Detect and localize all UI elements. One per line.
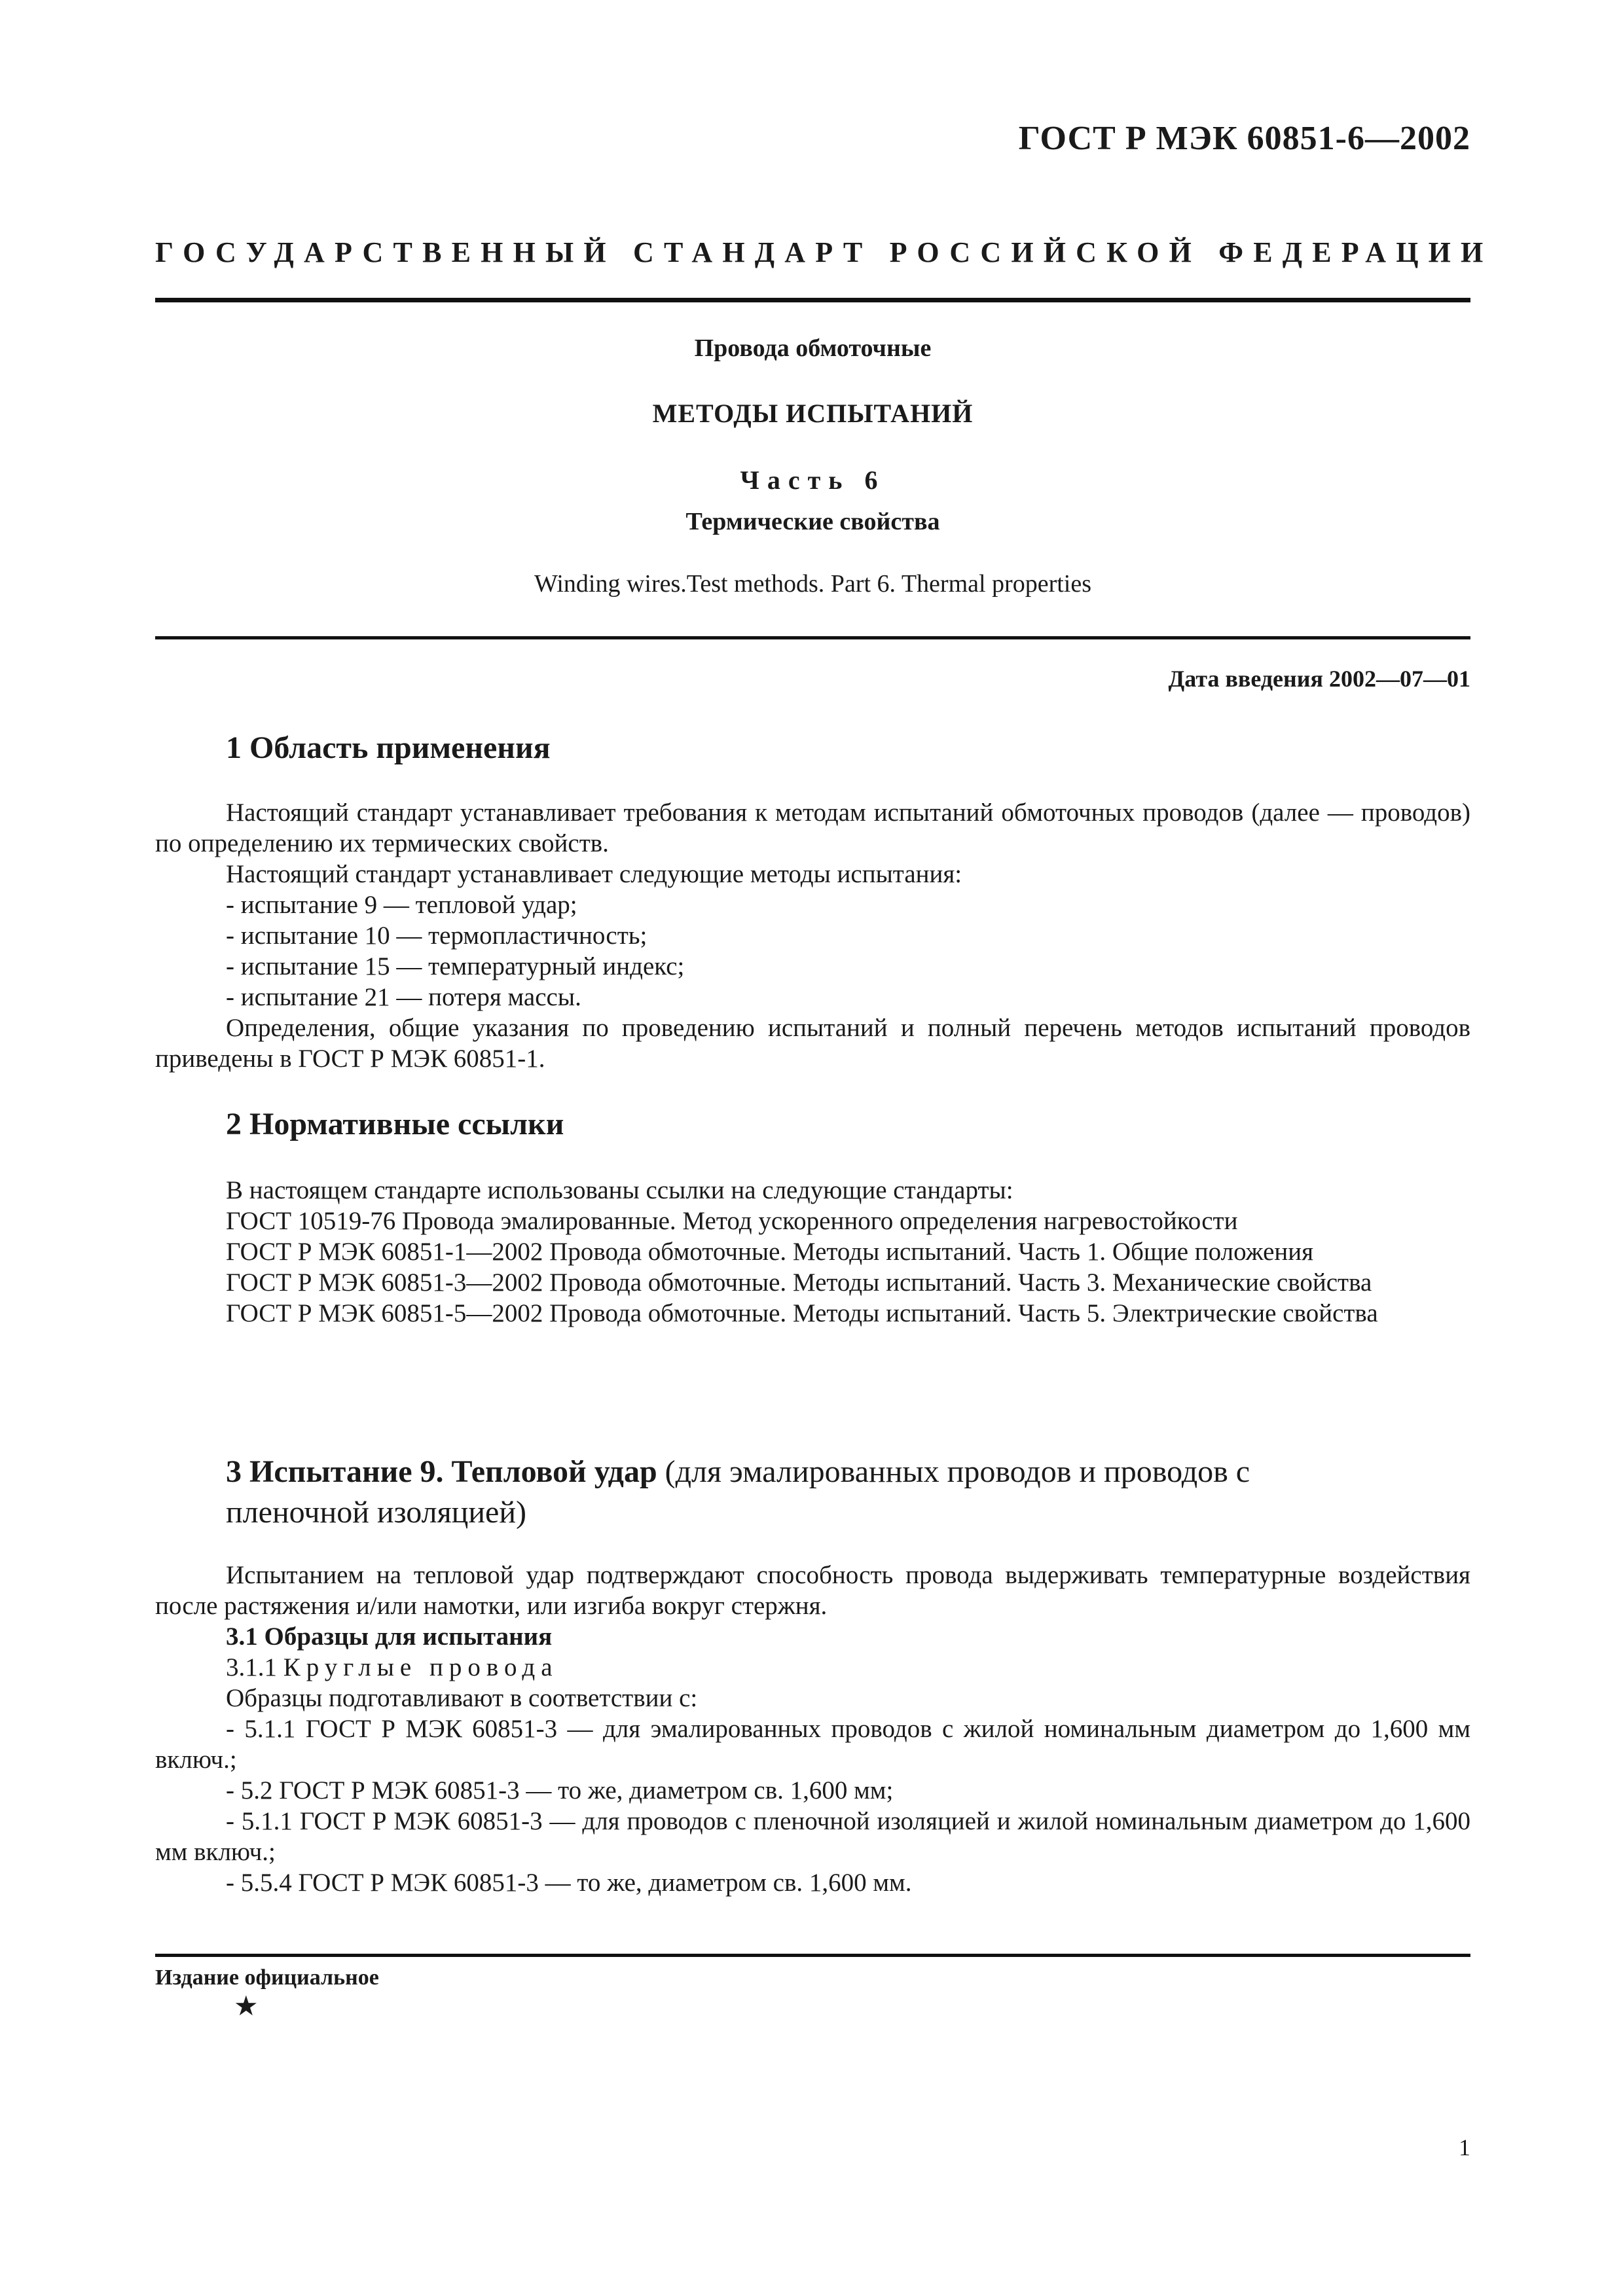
section-1-methods-intro: Настоящий стандарт устанавливает следующие методы испытания: bbox=[226, 860, 962, 888]
section-2-paragraph: В настоящем стандарте использованы ссылки на следующие стандарты: bbox=[226, 1176, 1013, 1204]
section-2-heading: 2 Нормативные ссылки bbox=[226, 1107, 564, 1141]
list-item: - испытание 10 — термопластичность; bbox=[226, 922, 647, 950]
reference-item: ГОСТ Р МЭК 60851-1—2002 Провода обмоточные. Методы испытаний. Часть 1. Общие положения bbox=[226, 1238, 1314, 1266]
section-1-definitions: Определения, общие указания по проведению испытаний и полный перечень методов испытаний проводов приведены в ГОСТ Р МЭК 60851-1. bbox=[155, 1014, 1470, 1073]
title-divider bbox=[155, 636, 1470, 639]
subsection-title: Круглые провода bbox=[283, 1653, 558, 1681]
section-1-heading: 1 Область применения bbox=[226, 730, 551, 765]
section-3-heading-note: (для эмалированных проводов и проводов с пленочной изоляцией) bbox=[226, 1454, 1250, 1530]
document-number: ГОСТ Р МЭК 60851-6—2002 bbox=[1018, 120, 1470, 157]
list-item: - испытание 9 — тепловой удар; bbox=[226, 891, 577, 919]
list-item: - испытание 15 — температурный индекс; bbox=[226, 952, 685, 980]
star-icon: ★ bbox=[234, 1992, 259, 2022]
section-3-paragraph: Испытанием на тепловой удар подтверждают способность провода выдерживать температурные воздействия после растяжения и/или намотки, или изгиба вокруг стержня. bbox=[155, 1561, 1470, 1620]
reference-item: ГОСТ Р МЭК 60851-5—2002 Провода обмоточные. Методы испытаний. Часть 5. Электрические свойства bbox=[226, 1299, 1378, 1327]
list-item: - 5.2 ГОСТ Р МЭК 60851-3 — то же, диаметром св. 1,600 мм; bbox=[226, 1776, 894, 1804]
samples-intro: Образцы подготавливают в соответствии с: bbox=[226, 1684, 698, 1712]
intro-date: Дата введения 2002—07—01 bbox=[1168, 666, 1470, 692]
reference-item: ГОСТ Р МЭК 60851-3—2002 Провода обмоточные. Методы испытаний. Часть 3. Механические свойства bbox=[226, 1268, 1372, 1297]
part-label: Часть 6 bbox=[740, 465, 886, 495]
subsection-3-1-1-heading bbox=[155, 1652, 1470, 1683]
official-edition-label: Издание официальное bbox=[155, 1965, 379, 1990]
standard-main-title: МЕТОДЫ ИСПЫТАНИЙ bbox=[652, 399, 974, 428]
section-1-paragraph: Настоящий стандарт устанавливает требования к методам испытаний обмоточных проводов (далее — проводов) по определению их термических свойств. bbox=[155, 798, 1470, 857]
english-title: Winding wires.Test methods. Part 6. Thermal properties bbox=[534, 570, 1091, 598]
section-3-heading-bold: 3 Испытание 9. Тепловой удар bbox=[226, 1454, 657, 1489]
header-divider bbox=[155, 298, 1470, 302]
reference-item: ГОСТ 10519-76 Провода эмалированные. Метод ускоренного определения нагревостойкости bbox=[226, 1207, 1238, 1235]
list-item: - 5.1.1 ГОСТ Р МЭК 60851-3 — для проводов с пленочной изоляцией и жилой номинальным диаметром до 1,600 мм включ.; bbox=[155, 1807, 1470, 1866]
section-3-heading bbox=[226, 1452, 1391, 1533]
standard-subtitle: Провода обмоточные bbox=[694, 334, 932, 362]
list-item: - 5.1.1 ГОСТ Р МЭК 60851-3 — для эмалированных проводов с жилой номинальным диаметром до 1,600 мм включ.; bbox=[155, 1715, 1470, 1774]
section-3-body bbox=[155, 1560, 1470, 1898]
page-number: 1 bbox=[1459, 2134, 1470, 2161]
subsection-number: 3.1.1 bbox=[226, 1653, 277, 1681]
footer-divider bbox=[155, 1954, 1470, 1957]
section-1-body bbox=[155, 797, 1470, 1074]
list-item: - 5.5.4 ГОСТ Р МЭК 60851-3 — то же, диаметром св. 1,600 мм. bbox=[226, 1869, 912, 1897]
state-standard-title: ГОСУДАРСТВЕННЫЙ СТАНДАРТ РОССИЙСКОЙ ФЕДЕРАЦИИ bbox=[155, 236, 1493, 268]
list-item: - испытание 21 — потеря массы. bbox=[226, 983, 581, 1011]
subsection-3-1-heading: 3.1 Образцы для испытания bbox=[226, 1623, 553, 1651]
section-2-body bbox=[155, 1175, 1470, 1329]
part-name: Термические свойства bbox=[685, 508, 940, 535]
